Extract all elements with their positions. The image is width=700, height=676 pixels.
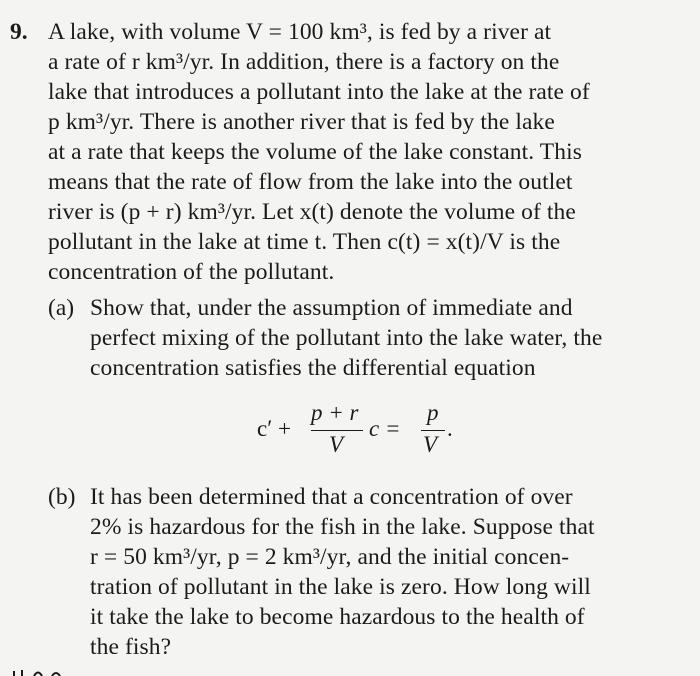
intro-line-4: p km³/yr. There is another river that is fed by the lake <box>48 109 555 135</box>
part-b-line-6: the fish? <box>90 634 172 660</box>
part-b-line-5: it take the lake to become hazardous to the health of <box>90 604 585 630</box>
eq-end: . <box>447 416 453 441</box>
intro-line-8: pollutant in the lake at time t. Then c(t) = x(t)/V is the <box>48 229 561 255</box>
intro-line-5: at a rate that keeps the volume of the lake constant. This <box>48 139 582 165</box>
problem-number: 9. <box>10 19 28 45</box>
differential-equation <box>255 400 485 460</box>
part-b-line-4: tration of pollutant in the lake is zero. How long will <box>90 574 591 600</box>
part-a-line-1: Show that, under the assumption of immediate and <box>90 295 573 321</box>
eq-frac1-denominator: V <box>329 432 344 457</box>
intro-line-9: concentration of the pollutant. <box>48 259 335 285</box>
part-b-line-2: 2% is hazardous for the fish in the lake. Suppose that <box>90 514 595 540</box>
part-a-line-2: perfect mixing of the pollutant into the lake water, the <box>90 325 603 351</box>
eq-frac1-numerator: p + r <box>311 400 359 425</box>
intro-line-6: means that the rate of flow from the lake into the outlet <box>48 169 573 195</box>
intro-line-3: lake that introduces a pollutant into the lake at the rate of <box>48 79 590 105</box>
part-a-line-3: concentration satisfies the differential equation <box>90 355 536 381</box>
intro-line-1: A lake, with volume V = 100 km³, is fed by a river at <box>48 19 552 45</box>
eq-frac2-numerator: p <box>427 400 439 425</box>
eq-frac2-denominator: V <box>423 432 438 457</box>
intro-line-2: a rate of r km³/yr. In addition, there is a factory on the <box>48 49 560 75</box>
eq-lhs-term: c′ + <box>257 416 291 441</box>
part-a-label: (a) <box>48 295 75 321</box>
part-b-line-3: r = 50 km³/yr, p = 2 km³/yr, and the initial concen- <box>90 544 570 570</box>
intro-line-7: river is (p + r) km³/yr. Let x(t) denote the volume of the <box>48 199 576 225</box>
eq-mid: c = <box>369 416 401 441</box>
part-b-line-1: It has been determined that a concentration of over <box>90 484 573 510</box>
cropped-next-line-fragment <box>0 664 120 676</box>
part-b-label: (b) <box>48 484 76 510</box>
